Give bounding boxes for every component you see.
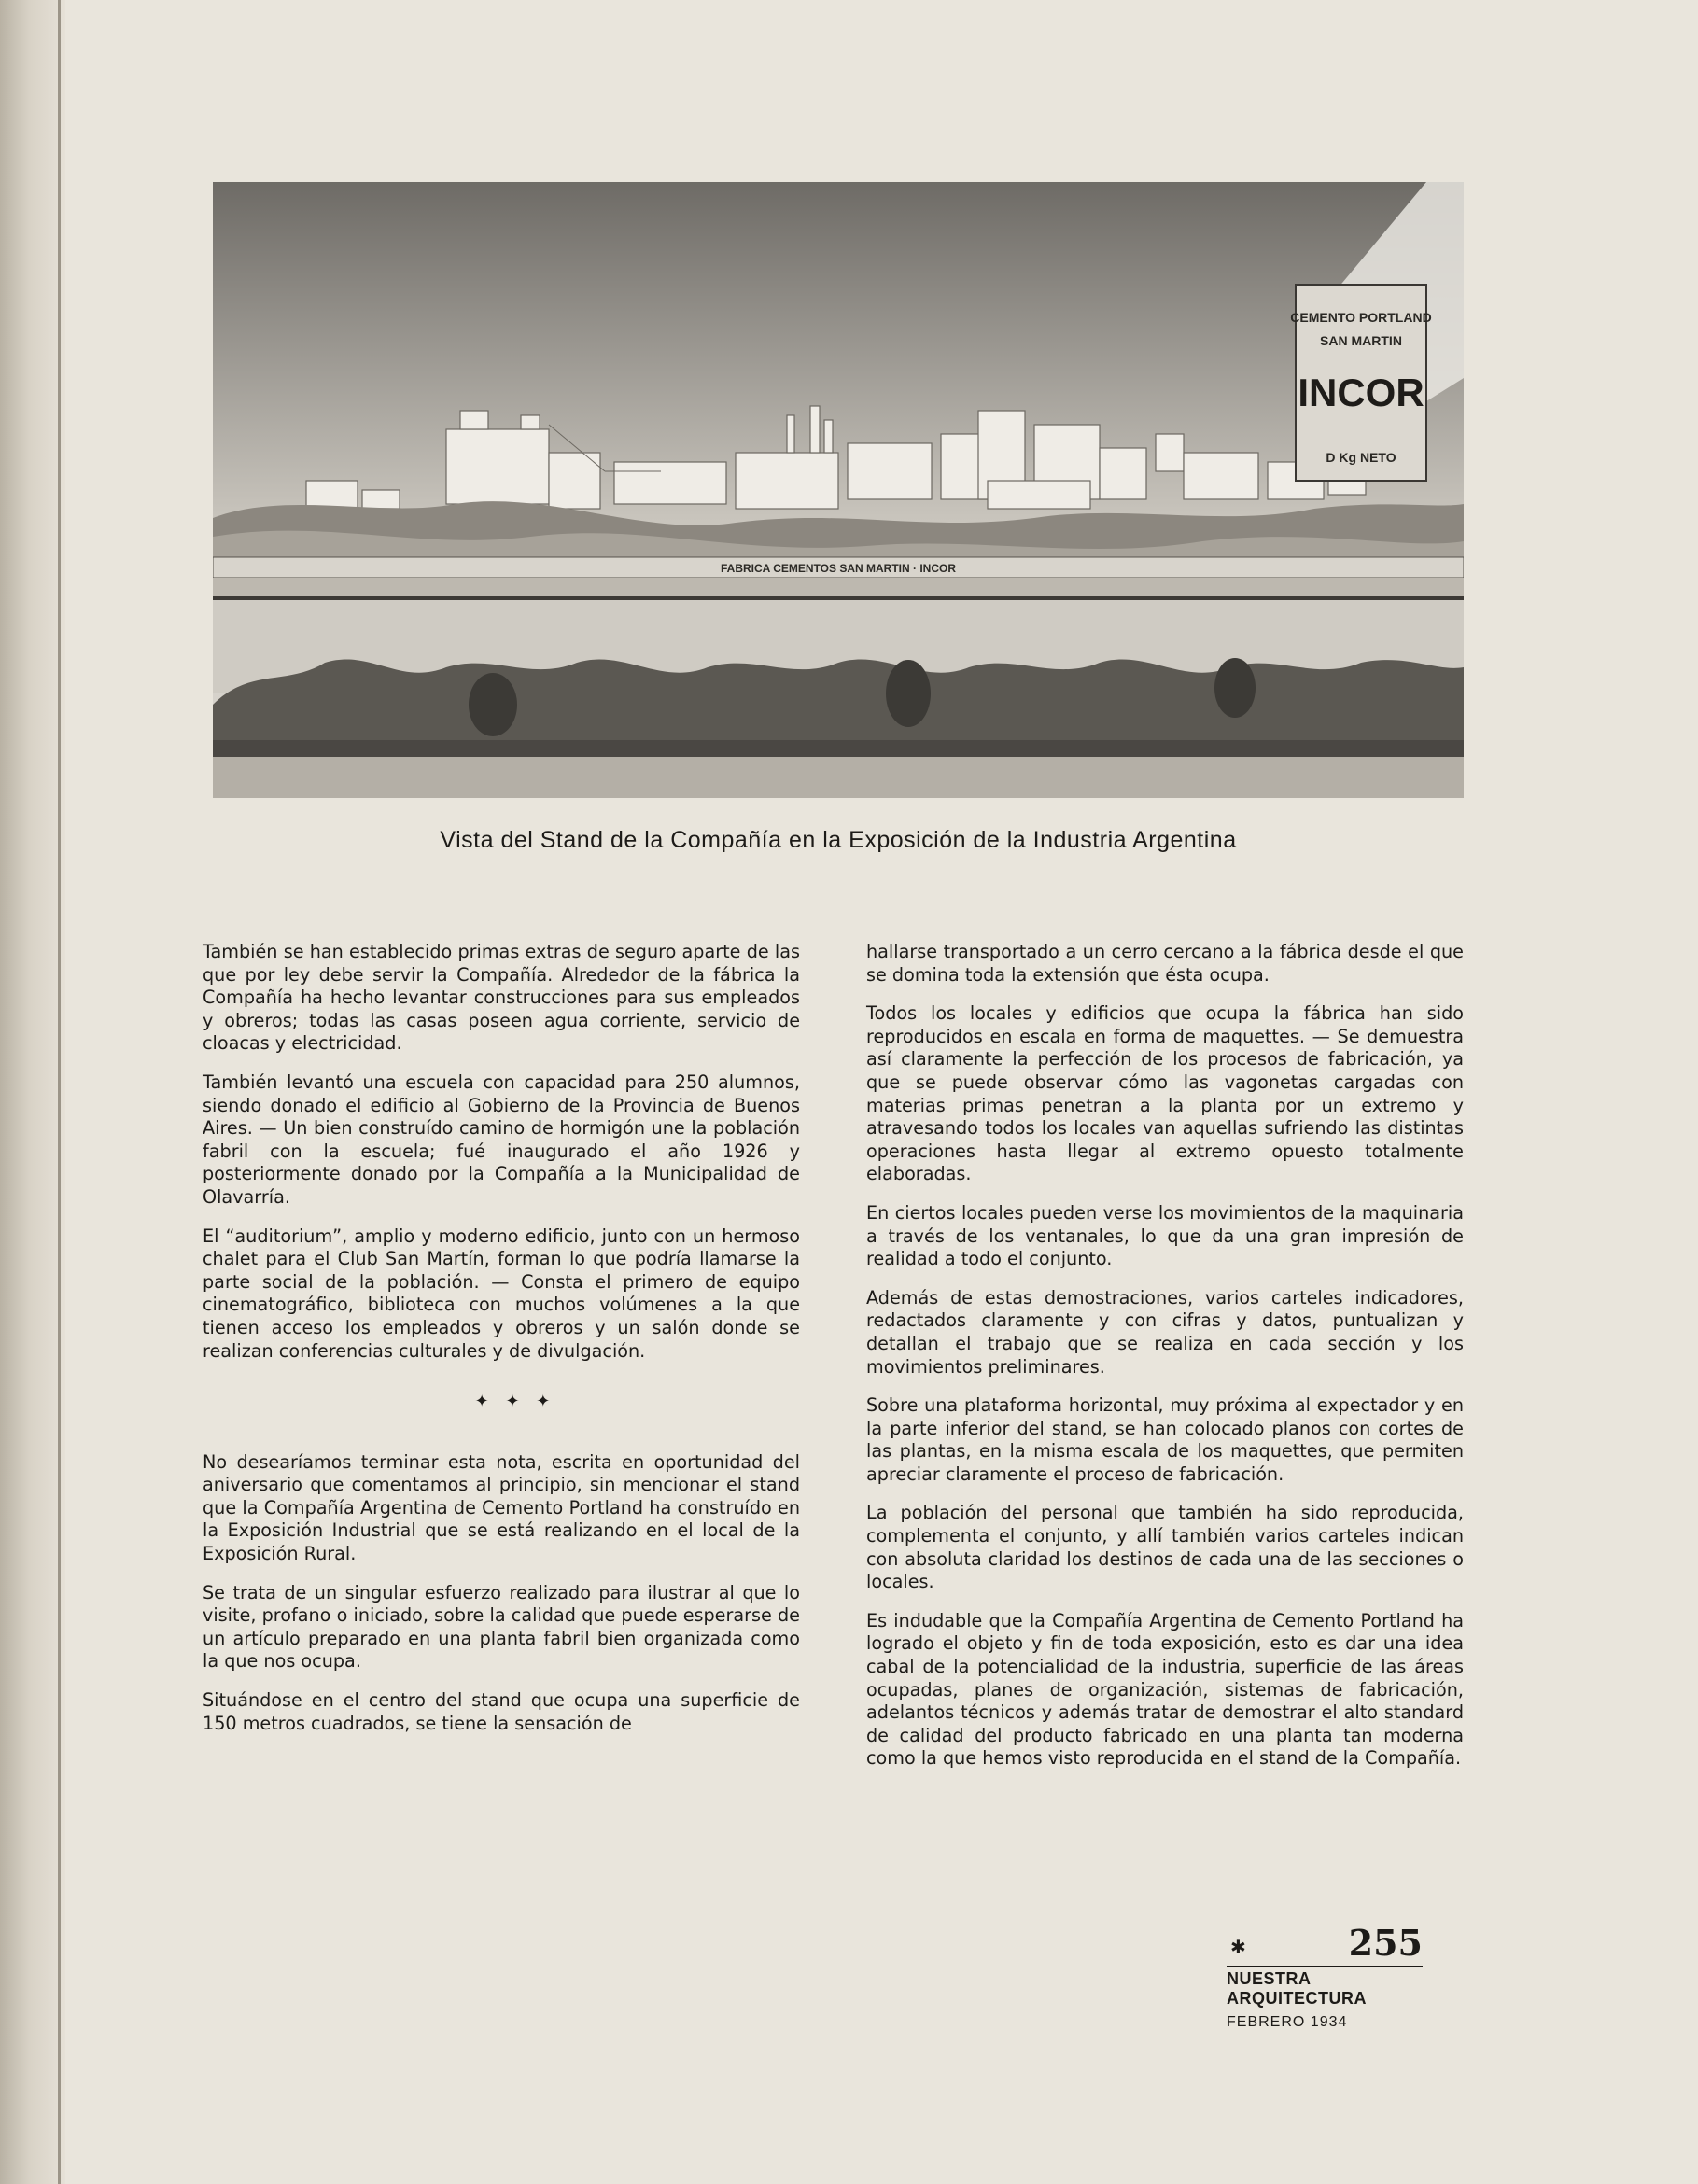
- left-paragraph-1: También se han establecido primas extras de seguro aparte de las que por ley debe servir la Compañía. Alrededor de la fábrica la Compañía ha hecho levantar construcciones para sus empleados y obreros; todas las casas poseen agua corriente, servicio de cloacas y electricidad.: [203, 941, 800, 1055]
- right-paragraph-4: Además de estas demostraciones, varios carteles indicadores, redactados claramente y con cifras y datos, puntualizan y detallan el trabajo que se realiza en cada sección y los movimientos preliminares.: [866, 1286, 1464, 1378]
- asterisk-icon: ✱: [1230, 1936, 1246, 1958]
- banner-line-1: CEMENTO PORTLAND: [1290, 310, 1432, 325]
- book-gutter-line: [58, 0, 61, 2184]
- issue-date: FEBRERO 1934: [1227, 2014, 1348, 2030]
- section-ornament: ✦ ✦ ✦: [474, 1392, 556, 1412]
- right-text-column: [866, 941, 1464, 1786]
- left-paragraph-5: Se trata de un singular esfuerzo realizado para ilustrar al que lo visite, profano o iniciado, sobre la calidad que puede esperarse de un artículo preparado en una planta fabril bien organizada como la que nos ocupa.: [203, 1581, 800, 1673]
- stand-model-illustration: [213, 182, 1464, 798]
- stand-photograph: [213, 182, 1464, 798]
- banner-line-2: SAN MARTIN: [1320, 333, 1402, 348]
- incor-cement-banner: [1290, 285, 1431, 481]
- left-paragraph-6: Situándose en el centro del stand que ocupa una superficie de 150 metros cuadrados, se tiene la sensación de: [203, 1689, 800, 1734]
- right-paragraph-2: Todos los locales y edificios que ocupa la fábrica han sido reproducidos en escala en forma de maquettes. — Se demuestra así claramente la perfección de los procesos de fabricación, ya que se puede observar cómo las vagonetas cargadas con materias primas penetran a la planta por un extremo y atravesando todos los locales van aquellas sufriendo las distintas operaciones hasta llegar al extremo opuesto totalmente elaboradas.: [866, 1002, 1464, 1185]
- banner-line-4: D Kg NETO: [1326, 450, 1396, 465]
- left-paragraph-2: También levantó una escuela con capacidad para 250 alumnos, siendo donado el edificio al Gobierno de la Provincia de Buenos Aires. — Un bien construído camino de hormigón une la población fabril con la escuela; fué inaugurado el año 1926 y posteriormente donado por la Compañía a la Municipalidad de Olavarría.: [203, 1071, 800, 1208]
- magazine-title: NUESTRA ARQUITECTURA: [1227, 1966, 1423, 2009]
- right-paragraph-5: Sobre una plataforma horizontal, muy próxima al expectador y en la parte inferior del stand, se han colocado planos con cortes de las plantas, en la misma escala de los maquettes, que permiten apreciar claramente el proceso de fabricación.: [866, 1394, 1464, 1485]
- left-paragraph-3: El “auditorium”, amplio y moderno edificio, junto con un hermoso chalet para el Club San Martín, forman lo que podría llamarse la parte social de la población. — Consta el primero de equipo cinematográfico, biblioteca con muchos volúmenes a la que tienen acceso los empleados y obreros y un salón donde se realizan conferencias culturales y de divulgación.: [203, 1225, 800, 1362]
- right-paragraph-6: La población del personal que también ha sido reproducida, complementa el conjunto, y allí también varios carteles indican con absoluta claridad los destinos de cada una de las secciones o locales.: [866, 1502, 1464, 1593]
- right-paragraph-3: En ciertos locales pueden verse los movimientos de la maquinaria a través de los ventanales, lo que da una gran impresión de realidad a todo el conjunto.: [866, 1201, 1464, 1270]
- page-footer: [1227, 1923, 1423, 2031]
- photo-caption: Vista del Stand de la Compañía en la Exposición de la Industria Argentina: [440, 827, 1237, 853]
- fence-sign-text: FABRICA CEMENTOS SAN MARTIN · INCOR: [721, 562, 956, 575]
- page-number: 255: [1348, 1922, 1423, 1964]
- book-spine-shadow: [0, 0, 65, 2184]
- right-paragraph-7: Es indudable que la Compañía Argentina de Cemento Portland ha logrado el objeto y fin de toda exposición, esto es dar una idea cabal de la potencialidad de la industria, superficie de las áreas ocupadas, planes de organización, sistemas de fabricación, adelantos técnicos y además tratar de demostrar el alto standard de calidad del producto fabricado en una planta tan moderna como la que hemos visto reproducida en el stand de la Compañía.: [866, 1609, 1464, 1770]
- left-text-column: [203, 941, 800, 1751]
- banner-line-3: INCOR: [1298, 371, 1424, 414]
- right-paragraph-1: hallarse transportado a un cerro cercano a la fábrica desde el que se domina toda la extensión que ésta ocupa.: [866, 941, 1464, 986]
- left-paragraph-4: No desearíamos terminar esta nota, escrita en oportunidad del aniversario que comentamos al principio, sin mencionar el stand que la Compañía Argentina de Cemento Portland ha construído en la Exposición Industrial que se está realizando en el local de la Exposición Rural.: [203, 1450, 800, 1565]
